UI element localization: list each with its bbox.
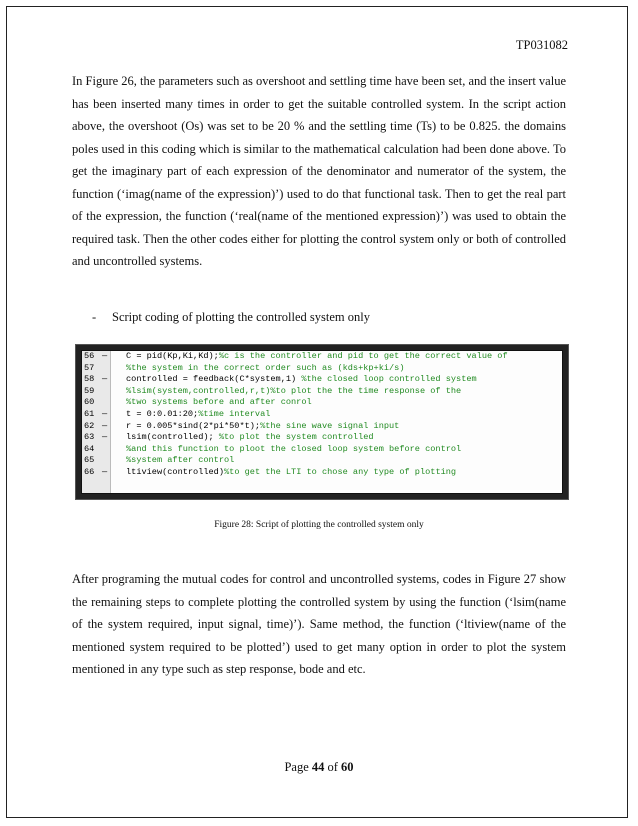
line-number: 60	[84, 397, 95, 408]
line-number: 61	[84, 408, 95, 419]
figure-caption: Figure 28: Script of plotting the controlled system only	[214, 520, 424, 530]
code-line	[82, 467, 562, 479]
code-line	[82, 374, 562, 386]
code-line	[82, 397, 562, 409]
code-line	[82, 432, 562, 444]
page-number: 44	[311, 760, 325, 774]
paragraph-plotting-explanation: After programing the mutual codes for control and uncontrolled systems, codes in Figure 27 show the remaining steps to complete plotting the controlled system by using the function (‘lsim(name of the system required, input signal, time)’). Same method, the function (‘ltiview(name of the mentioned system required to be plotted’) used to get many option in order to plot the system mentioned in any type such as step response, bode and etc.	[72, 572, 566, 676]
line-number: 56	[84, 351, 95, 361]
code-statement: ltiview(controlled)	[126, 466, 224, 477]
code-comment: %the closed loop controlled system	[301, 374, 477, 385]
code-text	[126, 397, 312, 409]
code-statement: controlled = feedback(C*system,1)	[126, 374, 302, 385]
code-comment: %c is the controller and pid to get the correct value of	[218, 351, 508, 361]
code-comment: %two systems before and after conrol	[126, 397, 312, 408]
code-screenshot	[75, 344, 569, 500]
code-text	[126, 351, 508, 363]
line-number: 58	[84, 374, 95, 385]
code-text	[126, 363, 404, 375]
code-statement: r = 0.005*sind(2*pi*50*t);	[126, 420, 261, 431]
code-comment: %time interval	[198, 408, 271, 419]
code-line	[82, 351, 562, 363]
code-comment: %and this function to ploot the closed loop system before control	[126, 443, 462, 454]
code-comment: %to get the LTI to chose any type of plotting	[224, 466, 457, 477]
code-comment: %the sine wave signal input	[260, 420, 400, 431]
line-number: 64	[84, 443, 95, 454]
code-statement: C = pid(Kp,Ki,Kd);	[126, 351, 219, 361]
code-line	[82, 455, 562, 467]
breakpoint-marker: —	[102, 420, 108, 431]
code-comment: %the system in the correct order such as (kds+kp+ki/s)	[126, 362, 405, 373]
line-number: 63	[84, 432, 95, 443]
page-of: of	[324, 760, 342, 774]
bullet-dash: -	[92, 310, 97, 324]
code-comment: %system after control	[126, 455, 235, 466]
bullet-text: Script coding of plotting the controlled system only	[112, 310, 370, 324]
line-number: 57	[84, 362, 95, 373]
code-text	[126, 455, 234, 467]
document-id: TP031082	[515, 38, 568, 52]
code-text	[126, 432, 374, 444]
code-text	[126, 386, 461, 398]
breakpoint-marker: —	[102, 374, 108, 385]
code-comment: %to plot the system controlled	[218, 432, 374, 443]
code-lines	[82, 351, 562, 479]
code-line	[82, 409, 562, 421]
breakpoint-marker: —	[102, 408, 108, 419]
code-text	[126, 444, 461, 456]
page-footer	[0, 760, 638, 775]
line-number: 62	[84, 420, 95, 431]
code-text	[126, 374, 477, 386]
line-number: 59	[84, 385, 95, 396]
code-line	[82, 444, 562, 456]
line-number: 65	[84, 455, 95, 466]
bullet-item	[92, 310, 370, 325]
breakpoint-marker: —	[102, 466, 108, 477]
page-total: 60	[341, 760, 354, 774]
code-statement: t = 0:0.01:20;	[126, 408, 199, 419]
code-text	[126, 421, 399, 433]
line-number: 66	[84, 466, 95, 477]
code-statement: lsim(controlled);	[126, 432, 219, 443]
code-comment: %lsim(system,controlled,r,t)%to plot the the time response of the	[126, 385, 462, 396]
code-text	[126, 467, 456, 479]
breakpoint-marker: —	[102, 351, 108, 361]
page-prefix: Page	[284, 760, 312, 774]
code-line	[82, 363, 562, 375]
code-line	[82, 421, 562, 433]
code-editor	[81, 350, 563, 494]
code-line	[82, 386, 562, 398]
paragraph-figure-26-explanation: In Figure 26, the parameters such as overshoot and settling time have been set, and the insert value has been inserted many times in order to get the suitable controlled system. In the script action above, the overshoot (Os) was set to be 20 % and the settling time (Ts) to be 0.825. the domains poles used in this coding which is similar to the mathematical calculation had been done above. To get the imaginary part of each expression of the denominator and numerator of the system, the function (‘imag(name of the expression)’) used to do that functional task. Then to get the real part of the expression, the function (‘real(name of the mentioned expression)’) was used to obtain the required task. Then the other codes either for plotting the control system only or both of controlled and uncontrolled systems.	[72, 74, 566, 268]
code-text	[126, 409, 270, 421]
breakpoint-marker: —	[102, 432, 108, 443]
